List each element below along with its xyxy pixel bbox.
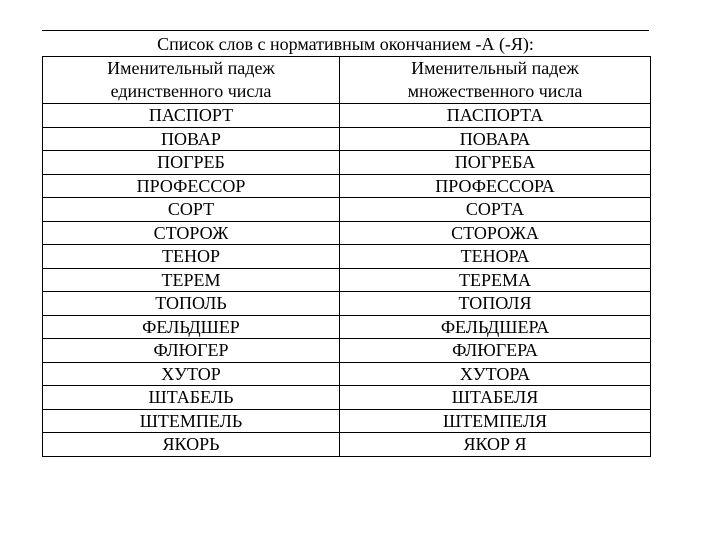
table-row <box>43 292 651 316</box>
singular-cell: ПОГРЕБ <box>43 151 340 175</box>
plural-cell: ФЛЮГЕРА <box>340 339 651 363</box>
header-plural-line2: множественного числа <box>407 81 583 101</box>
singular-cell: ПРОФЕССОР <box>43 174 340 198</box>
plural-cell: ТЕНОРА <box>340 245 651 269</box>
table-row <box>43 362 651 386</box>
table-row <box>43 268 651 292</box>
singular-cell: ФЕЛЬДШЕР <box>43 315 340 339</box>
plural-cell: ТЕРЕМА <box>340 268 651 292</box>
plural-cell: ФЕЛЬДШЕРА <box>340 315 651 339</box>
table-row <box>43 409 651 433</box>
plural-cell: ЯКОР Я <box>340 433 651 457</box>
plural-cell: ПАСПОРТА <box>340 104 651 128</box>
plural-cell: ТОПОЛЯ <box>340 292 651 316</box>
singular-cell: ПОВАР <box>43 127 340 151</box>
plural-cell: ПОВАРА <box>340 127 651 151</box>
singular-cell: ШТЕМПЕЛЬ <box>43 409 340 433</box>
plural-cell: ШТАБЕЛЯ <box>340 386 651 410</box>
plural-cell: СТОРОЖА <box>340 221 651 245</box>
table-row <box>43 104 651 128</box>
document-title: Список слов с нормативным окончанием -А (-Я): <box>157 34 534 54</box>
header-singular <box>43 57 340 104</box>
singular-cell: ШТАБЕЛЬ <box>43 386 340 410</box>
table-row <box>43 339 651 363</box>
plural-cell: ШТЕМПЕЛЯ <box>340 409 651 433</box>
header-plural <box>340 57 651 104</box>
table-header-row <box>43 57 651 104</box>
header-singular-line1: Именительный падеж <box>107 58 275 78</box>
table-row <box>43 386 651 410</box>
table-row <box>43 433 651 457</box>
singular-cell: ТЕНОР <box>43 245 340 269</box>
plural-cell: ПРОФЕССОРА <box>340 174 651 198</box>
top-rule-divider <box>42 30 649 31</box>
singular-cell: ЯКОРЬ <box>43 433 340 457</box>
table-row <box>43 174 651 198</box>
table-row <box>43 198 651 222</box>
table-row <box>43 127 651 151</box>
table-row <box>43 315 651 339</box>
singular-cell: ТЕРЕМ <box>43 268 340 292</box>
singular-cell: ПАСПОРТ <box>43 104 340 128</box>
singular-cell: ФЛЮГЕР <box>43 339 340 363</box>
header-plural-line1: Именительный падеж <box>411 58 579 78</box>
table-row <box>43 151 651 175</box>
plural-cell: ХУТОРА <box>340 362 651 386</box>
plural-cell: СОРТА <box>340 198 651 222</box>
word-table <box>42 56 651 457</box>
header-singular-line2: единственного числа <box>110 81 272 101</box>
plural-cell: ПОГРЕБА <box>340 151 651 175</box>
singular-cell: СТОРОЖ <box>43 221 340 245</box>
table-row <box>43 245 651 269</box>
singular-cell: ТОПОЛЬ <box>43 292 340 316</box>
table-row <box>43 221 651 245</box>
singular-cell: СОРТ <box>43 198 340 222</box>
singular-cell: ХУТОР <box>43 362 340 386</box>
